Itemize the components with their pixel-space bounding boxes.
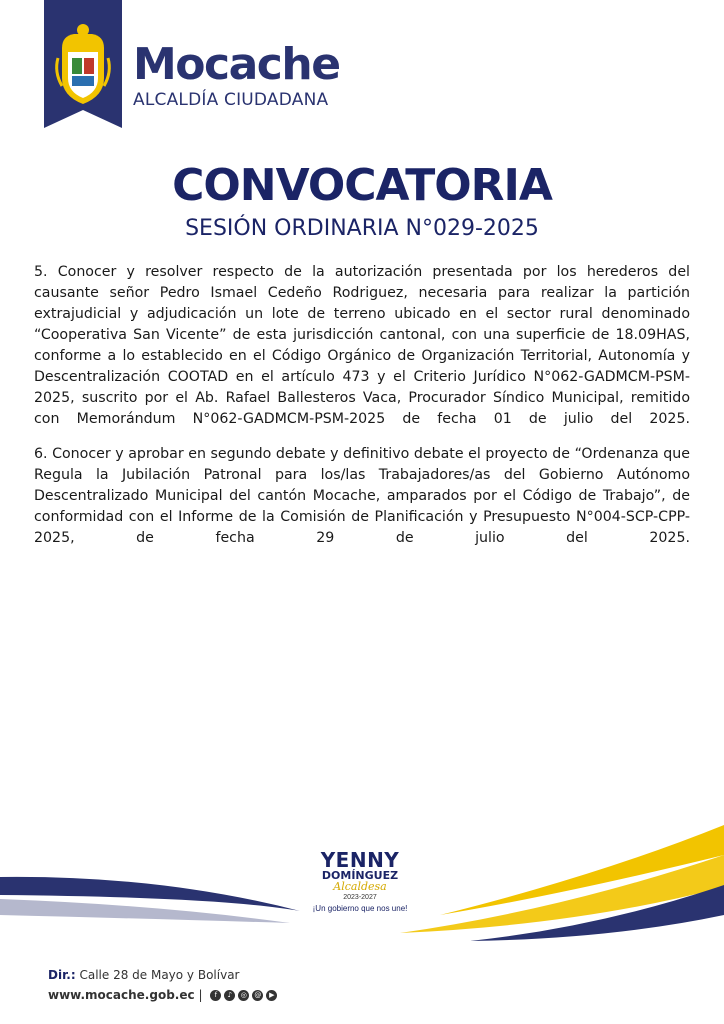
brand-logo <box>133 39 340 110</box>
social-icons <box>210 990 277 1001</box>
signature-role: Alcaldesa <box>333 880 387 893</box>
document-subtitle: SESIÓN ORDINARIA N°029-2025 <box>185 216 539 241</box>
youtube-icon[interactable]: ▶ <box>266 990 277 1001</box>
footer <box>48 965 277 1005</box>
signature-slogan: ¡Un gobierno que nos une! <box>312 904 408 913</box>
address-text: Calle 28 de Mayo y Bolívar <box>79 968 240 982</box>
footer-web <box>48 985 277 1005</box>
threads-icon[interactable]: @ <box>254 991 262 999</box>
instagram-icon[interactable]: ◎ <box>238 990 249 1001</box>
website-link[interactable]: www.mocache.gob.ec <box>48 988 195 1002</box>
document-body <box>34 262 690 563</box>
signature-last-name: DOMÍNGUEZ <box>321 869 399 882</box>
brand-subtitle: ALCALDÍA CIUDADANA <box>133 90 329 110</box>
agenda-item-6: 6. Conocer y aprobar en segundo debate y definitivo debate el proyecto de “Ordenanza que Regula la Jubilación Patronal para los/las Trabajadores/as del Gobierno Autónomo Descentralizado Municipal del cantón Mocache, amparados por el Código de Trabajo”, de conformidad con el Informe de la Comisión de Planificación y Presupuesto N°004-SCP-CPP-2025, de fecha 29 de julio del 2025. <box>34 446 690 546</box>
footer-address <box>48 965 277 985</box>
signature-years: 2023-2027 <box>343 894 377 901</box>
footer-separator: | <box>198 988 203 1002</box>
brand-name: Mocache <box>133 39 340 90</box>
mayor-signature-logo <box>300 850 420 913</box>
document-title: CONVOCATORIA <box>172 160 552 211</box>
facebook-icon[interactable]: f <box>210 990 221 1001</box>
tiktok-icon[interactable]: ♪ <box>224 990 235 1001</box>
address-label: Dir.: <box>48 968 76 982</box>
signature-first-name: YENNY <box>320 848 400 872</box>
header-banner <box>44 0 122 128</box>
agenda-item-5: 5. Conocer y resolver respecto de la autorización presentada por los herederos del causante señor Pedro Ismael Cedeño Rodriguez, necesaria para realizar la partición extrajudicial y adjudicación un lote de terreno ubicado en el sector rural denominado “Cooperativa San Vicente” de esta jurisdicción cantonal, con una superficie de 18.09HAS, conforme a lo establecido en el Código Orgánico de Organización Territorial, Autonomía y Descentralización COOTAD en el artículo 473 y el Criterio Jurídico N°062-GADMCM-PSM-2025, suscrito por el Ab. Rafael Ballesteros Vaca, Procurador Síndico Municipal, remitido con Memorándum N°062-GADMCM-PSM-2025 de fecha 01 de julio del 2025. <box>34 264 690 427</box>
